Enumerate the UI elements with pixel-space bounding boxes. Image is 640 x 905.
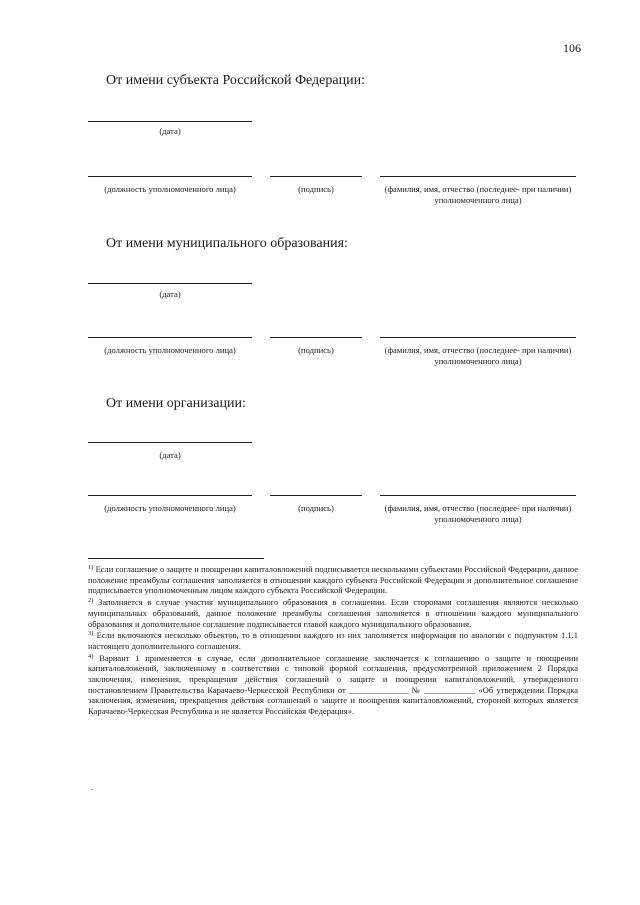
fullname-caption: (фамилия, имя, отчество (последнее- при наличии) уполномоченного лица) (384, 184, 572, 205)
position-line (88, 337, 252, 338)
footnote-separator (88, 558, 264, 559)
footnote-3 (88, 629, 578, 651)
position-caption: (должность уполномоченного лица) (104, 345, 236, 355)
footnote-text: Если соглашение о защите и поощрении капиталовложений подписывается несколькими субъектами Российской Федерации, данное положение преамбулы соглашения заполняется в отношении каждого субъекта Российской Федерации и дополнительное соглашение подписывается уполномоченным лицом каждого субъекта Российской Федерации. (88, 564, 578, 596)
signature-caption: (подпись) (298, 345, 334, 355)
position-caption: (должность уполномоченного лица) (104, 503, 236, 513)
date-line (88, 283, 252, 284)
fullname-caption: (фамилия, имя, отчество (последнее- при наличии) уполномоченного лица) (384, 345, 572, 366)
footnote-1 (88, 563, 578, 596)
signature-line (270, 176, 362, 177)
page-number: 106 (563, 41, 581, 55)
block-heading-region: От имени субъекта Российской Федерации: (106, 73, 365, 88)
footnote-mark: 2) (88, 597, 94, 605)
footnote-text: Если включаются несколько объектов, то в отношении каждого из них заполняется информация по аналогии с подпунктом 1.1.1 настоящего дополнительного соглашения. (88, 630, 578, 651)
footnote-mark: 3) (88, 630, 94, 638)
fullname-caption: (фамилия, имя, отчество (последнее- при наличии) уполномоченного лица) (384, 503, 572, 524)
position-line (88, 495, 252, 496)
signature-line (270, 337, 362, 338)
date-line (88, 121, 252, 122)
fullname-line (380, 495, 576, 496)
fullname-line (380, 337, 576, 338)
fullname-line (380, 176, 576, 177)
footnote-text: Заполняется в случае участия муниципального образования в соглашении. Если сторонами соглашения являются несколько муниципальных образований, данное положение преамбулы соглашения заполняется в отношении каждого муниципального образования и дополнительное соглашение подписывается главой каждого муниципального образования. (88, 597, 578, 629)
block-heading-municipality: От имени муниципального образования: (106, 236, 348, 251)
date-caption: (дата) (159, 450, 181, 460)
footnote-mark: 4) (88, 652, 94, 660)
date-caption: (дата) (159, 126, 181, 136)
footnote-4 (88, 652, 578, 717)
trailing-mark: . (91, 782, 94, 792)
footnote-text: Вариант 1 применяется в случае, если дополнительное соглашение заключается к соглашению о защите и поощрении капиталовложений, заключенному в соответствии с типовой формой соглашения, предусмотренной приложением 2 Порядка заключения, изменения, прекращения действия соглашений о защите и поощрении капиталовложений, утвержденного постановлением Правительства Карачаево-Черкесской Республики от ______________ № ____________ «Об утверждении Порядка заключения, изменения, прекращения действия соглашений о защите и поощрении капиталовложений, стороной которых является Карачаево-Черкесская Республика и не является Российская Федерация». (88, 652, 579, 717)
block-heading-organization: От имени организации: (106, 396, 246, 411)
signature-caption: (подпись) (298, 184, 334, 194)
footnote-mark: 1) (88, 564, 94, 571)
footnotes (88, 563, 578, 717)
date-line (88, 442, 252, 443)
date-caption: (дата) (159, 289, 181, 299)
signature-line (270, 495, 362, 496)
position-line (88, 176, 252, 177)
position-caption: (должность уполномоченного лица) (104, 184, 236, 194)
signature-caption: (подпись) (298, 503, 334, 513)
footnote-2 (88, 596, 578, 629)
